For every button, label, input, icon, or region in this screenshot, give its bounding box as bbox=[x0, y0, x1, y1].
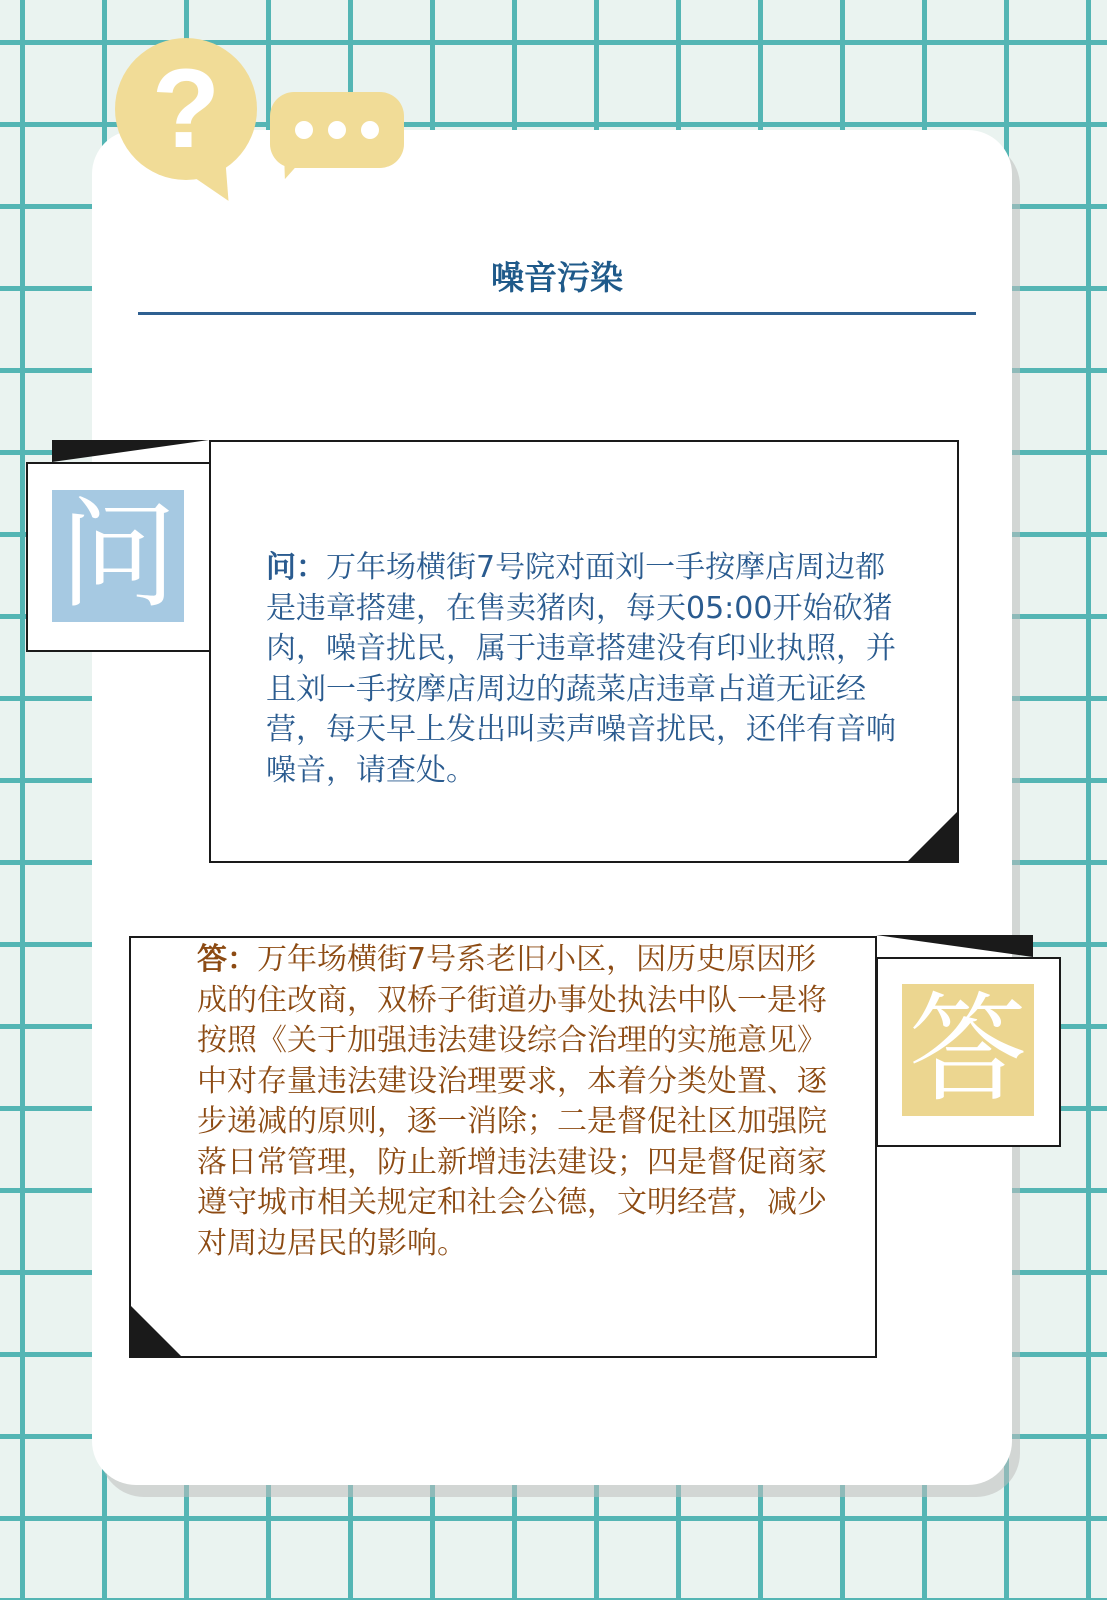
dot-icon bbox=[361, 121, 379, 139]
answer-lead: 答： bbox=[197, 942, 257, 977]
answer-badge: 答 bbox=[902, 984, 1034, 1116]
dot-icon bbox=[328, 121, 346, 139]
dot-icon bbox=[295, 121, 313, 139]
question-panel-fold bbox=[52, 440, 209, 462]
question-panel-corner bbox=[906, 811, 958, 863]
question-text bbox=[266, 548, 906, 791]
question-mark-icon: ? bbox=[151, 46, 221, 171]
answer-body: 万年场横街7号系老旧小区，因历史原因形成的住改商，双桥子街道办事处执法中队一是将按照《关于加强违法建设综合治理的实施意见》中对存量违法建设治理要求，本着分类处置、逐步递减的原则，逐一消除；二是督促社区加强院落日常管理，防止新增违法建设；四是督促商家遵守城市相关规定和社会公德，文明经营，减少对周边居民的影响。 bbox=[197, 942, 827, 1261]
question-body: 万年场横街7号院对面刘一手按摩店周边都是违章搭建，在售卖猪肉，每天05:00开始砍猪肉，噪音扰民，属于违章搭建没有印业执照，并且刘一手按摩店周边的蔬菜店违章占道无证经营，每天早上发出叫卖声噪音扰民，还伴有音响噪音，请查处。 bbox=[266, 550, 896, 788]
page-title: 噪音污染 bbox=[491, 258, 623, 297]
answer-panel-fold bbox=[876, 935, 1033, 957]
answer-panel-corner bbox=[130, 1305, 182, 1357]
title-divider bbox=[138, 312, 976, 315]
question-lead: 问： bbox=[266, 550, 326, 585]
answer-text bbox=[197, 940, 837, 1264]
question-badge: 问 bbox=[52, 490, 184, 622]
